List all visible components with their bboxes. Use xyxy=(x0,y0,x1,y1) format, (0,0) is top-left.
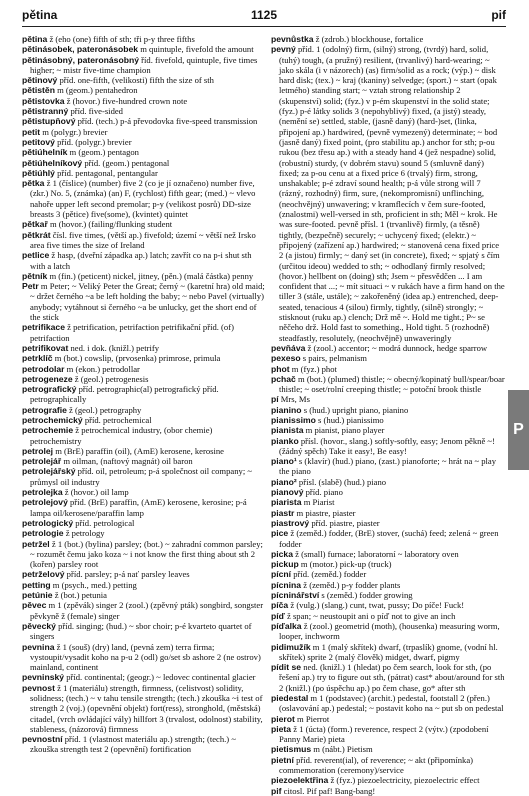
entry-definition: příd. pentagonal, pentangular xyxy=(54,167,158,178)
entry-headword: petit xyxy=(22,126,41,137)
entry-headword: pětistupňový xyxy=(22,116,76,127)
entry-definition: m (fin.) (peticent) nickel, jitney, (pěn.) (malá částka) penny xyxy=(47,270,254,281)
entry-headword: pícní xyxy=(271,569,292,580)
dictionary-entry xyxy=(22,219,265,229)
entry-headword: petrologický xyxy=(22,517,74,528)
dictionary-entry xyxy=(22,106,265,116)
entry-definition: citosl. Pif paf! Bang-bang! xyxy=(281,785,376,796)
entry-definition: čísl. five times, (větší ap.) fivefold; území ~ větší než Irsko area five times the size of Ireland xyxy=(30,229,256,250)
entry-headword: pětiúhelníkový xyxy=(22,157,83,168)
entry-headword: pevný xyxy=(271,44,296,55)
entry-headword: pětina xyxy=(22,34,48,44)
dictionary-entry xyxy=(22,405,265,415)
entry-headword: pětkař xyxy=(22,219,48,230)
entry-headword: pídit se xyxy=(271,662,302,673)
dictionary-entry xyxy=(22,374,265,384)
entry-headword: petting xyxy=(22,579,51,590)
entry-headword: petrolejový xyxy=(22,497,68,508)
dictionary-entry xyxy=(22,518,265,528)
entry-headword: píď xyxy=(271,610,285,621)
dictionary-entry xyxy=(271,744,505,754)
dictionary-entry xyxy=(271,600,505,610)
entry-definition: ž (eho (one) fifth of sth; tři p-y three fifths xyxy=(47,34,195,44)
entry-definition: ž (vulg.) (slang.) cunt, twat, pussy; Do píče! Fuck! xyxy=(288,600,465,611)
entry-definition: přísl. (hovor., slang.) softly-softly, easy; Jenom pěkně ~! (žádný spěch) Take it easy!, Be easy! xyxy=(279,435,495,456)
entry-definition: m Piarist xyxy=(301,497,335,508)
entry-headword: pětistovka xyxy=(22,95,65,106)
dictionary-entry xyxy=(271,405,505,415)
dictionary-entry xyxy=(271,44,505,343)
dictionary-entry xyxy=(271,364,505,374)
dictionary-entry xyxy=(271,343,505,353)
dictionary-entry xyxy=(22,528,265,538)
dictionary-entry xyxy=(271,528,505,549)
entry-definition: Mrs, Ms xyxy=(278,394,310,405)
dictionary-entry xyxy=(22,271,265,281)
dictionary-entry xyxy=(271,34,505,44)
dictionary-entry xyxy=(271,549,505,559)
left-column xyxy=(22,34,265,755)
entry-headword: piano¹ xyxy=(271,456,297,467)
dictionary-entry xyxy=(271,590,505,600)
entry-headword: picka xyxy=(271,548,293,559)
dictionary-entry xyxy=(22,734,265,755)
entry-definition: m (polygr.) brevier xyxy=(40,126,108,137)
page-number: 1125 xyxy=(250,8,278,22)
entry-definition: m (ekon.) petrodollar xyxy=(64,363,140,374)
entry-definition: s (hud.) upright piano, pianino xyxy=(301,404,409,415)
entry-headword: pětník xyxy=(22,270,48,281)
entry-definition: příd. one-fifth, (velikosti) fifth the size of sth xyxy=(57,75,214,86)
dictionary-entry xyxy=(271,775,505,785)
entry-headword: piastrový xyxy=(271,517,310,528)
entry-headword: petrolejářský xyxy=(22,466,76,477)
entry-definition: ž petrification, petrifaction petrifikační příd. (of) petrifaction xyxy=(30,322,234,343)
dictionary-entry xyxy=(22,415,265,425)
entry-definition: s (zeměd.) fodder growing xyxy=(319,590,413,601)
dictionary-entry xyxy=(22,44,265,54)
entry-headword: pícninářství xyxy=(271,590,320,601)
entry-definition: příd. oil, petroleum; p-á společnost oil company; ~ průmysl oil industry xyxy=(30,466,253,487)
right-guide-word: pif xyxy=(491,8,506,22)
dictionary-entry xyxy=(22,683,265,734)
dictionary-entry xyxy=(22,343,265,353)
thumb-index-tab: P xyxy=(508,390,529,470)
dictionary-entry xyxy=(22,569,265,579)
entry-definition: ž 1 (souš) (dry) land, (pevná zem) terra firma; vystoupit/vysadit koho na p-u 2 (odl) go/set sb ashore 2 (ne ostrov) mainland, continent xyxy=(30,641,261,673)
entry-headword: petrklíč xyxy=(22,353,53,364)
entry-definition: příd. reverent(ial), of reverence; ~ akt (připomínka) commemoration (ceremony)/service xyxy=(279,754,473,776)
entry-headword: pchač xyxy=(271,373,296,384)
dictionary-entry xyxy=(271,508,505,518)
entry-headword: pietní xyxy=(271,754,294,765)
dictionary-entry xyxy=(22,384,265,405)
entry-headword: pevnina xyxy=(22,641,55,652)
entry-definition: příd. (geom.) pentagonal xyxy=(82,157,170,168)
entry-headword: pevninský xyxy=(22,672,65,683)
entry-definition: ž 1 (materiálu) strength, firmness, (celistvost) solidity, solidness; (tech.) ~ v tahu tensile strength; (tech.) zkouška ~i test of strength 2 (voj.) (opevnění objekt) fort(ress), stronghold, (městská) citadel, (vrch ovládající vály) hillfort 3 (trvalost, odolnost) stability, stableness, (názorová) firmness xyxy=(30,682,263,734)
dictionary-entry xyxy=(22,642,265,673)
entry-headword: pieta xyxy=(271,723,292,734)
entry-definition: ž (hovor.) five-hundred crown note xyxy=(64,95,188,106)
dictionary-entry xyxy=(271,497,505,507)
entry-headword: pícnina xyxy=(271,579,302,590)
entry-headword: pevnost xyxy=(22,682,55,693)
entry-headword: pianino xyxy=(271,404,302,415)
entry-definition: ned. (knižl.) 1 (hledat) po čem search, look for sth, (po řešení ap.) try to figure out sth, (pátrat) cast* about/around for sth 2 (knižl.) (po úspěchu ap.) po čem chase, go* after sth xyxy=(279,662,505,693)
entry-definition: ž (small) furnace; laboratorní ~ laboratory oven xyxy=(292,548,459,559)
dictionary-entry xyxy=(22,116,265,126)
dictionary-entry xyxy=(22,456,265,466)
entry-definition: m piastre, piaster xyxy=(294,507,356,518)
entry-definition: ž (bot.) petunia xyxy=(52,590,107,601)
entry-definition: m (motor.) pick-up (truck) xyxy=(298,559,392,570)
entry-headword: petrochemický xyxy=(22,414,83,425)
dictionary-entry xyxy=(271,353,505,363)
dictionary-entry xyxy=(271,436,505,457)
dictionary-entry xyxy=(271,487,505,497)
entry-headword: pětka xyxy=(22,178,45,189)
entry-definition: příd. (zeměd.) fodder xyxy=(291,569,367,580)
entry-headword: petrografie xyxy=(22,404,67,415)
entry-headword: pětiúhelník xyxy=(22,147,68,158)
dictionary-entry xyxy=(271,755,505,776)
entry-headword: petrolejka xyxy=(22,487,63,498)
dictionary-entry xyxy=(22,34,265,44)
entry-headword: pětistěn xyxy=(22,85,55,96)
entry-definition: m (bot.) cowslip, (prvosenka) primrose, primula xyxy=(52,353,221,364)
dictionary-entry xyxy=(22,487,265,497)
entry-definition: příd. 1 (odolný) firm, (silný) strong, (tvrdý) hard, solid, (tuhý) tough, (a pružný) resilient, (trvanlivý) hard-wearing; ~ jako skála (i v názorech) (as) firm/solid as a rock; (výp.) ~ disk hard disk; (tex.) ~ kraj (tkaniny) selvedge; (sport.) ~ start (opak letmého) standing start; ~ vztah strong relationship 2 (skupenství) solid; (fyz.) v p-ém skupenství in the solid state; (fyz.) p-é látky solids 3 (nepohyblivý) fixed, (a jistý) steady, (nemění se) settled, stable, (jasně daný) (hard-)set, (linka, připojení ap.) hardwired, (pevně vymezený) determinate; ~ bod (jasně daný) fixed point, (pro stabilitu ap.) anchor for sth; p-ou rukou (bez třesu ap.) with a steady hand 4 (jež nespadne) solid, (robustní) sturdy, (v dobrém stavu) sound 5 (smluvně daný) fixed; za p-ou cenu at a fixed price 6 (trvalý) firm, strong, unshakable; p-é zdraví sound health; p-á vůle strong will 7 (rázný, rozhodný) firm, sure, (nekompromisní) unflinching, (neochvějný) unwavering; v kramflecích v čem sure-footed, (znalostmi) well-versed in sth, proficient in sth; Měl ~ krok. He was sure-footed. pevně přísl. 1 (trvanlivě) firmly, (a těsně) tightly, (bezpečně) securely; ~ uchycený fixed; (elektr.) ~ připojený (zařízení ap.) hardwired; ~ stanovená cena fixed price 2 (a jistou) firmly; ~ daný set (in concrete), fixed; ~ spjatý s čím (určitou ideou) wedded to sth; ~ odhodlaný firmly resolved; (hovor.) hellbent on (doing) sth; Jsem ~ přesvědčen ... I am confident that ...; ~ mít situaci ~ v rukách have a firm hand on the tiller 3 (stále, ustále); ~ zakořeněný (idea ap.) entrenched, deep-seated, tenacious 4 (silou) firmly, tightly, (silně) strongly; ~ stisknout (ruku ap.) clench; Drž mě ~. Hold me tight.; P~ se něčeho drž. Hold fast to something., Hold tight. 5 (rozhodně) steadfastly, resolutely, (neochvějně) unwaveringly xyxy=(279,44,505,343)
entry-headword: piarista xyxy=(271,497,302,508)
dictionary-entry xyxy=(271,518,505,528)
entry-headword: piezoelektřina xyxy=(271,775,329,786)
entry-definition: ž (fyz.) piezoelectricity, piezoelectric effect xyxy=(328,775,480,786)
entry-definition: ž 1 (číslice) (number) five 2 (co je jí označeno) number five, (zkr.) No. 5, (známka) (an) F, (rychlost) fifth gear; (med.) ~ vlevo nahoře upper left second premolar; p-y (velikost posrů) DD-size breasts 3 (pětice) five(some), (kvintet) quintet xyxy=(30,178,256,220)
dictionary-entry xyxy=(271,642,505,663)
entry-headword: petrografický xyxy=(22,384,77,395)
entry-headword: petitový xyxy=(22,136,55,147)
dictionary-entry xyxy=(22,466,265,487)
entry-definition: m Pierrot xyxy=(294,713,330,724)
entry-headword: petúnie xyxy=(22,590,53,601)
entry-headword: petrolej xyxy=(22,445,54,456)
dictionary-entry xyxy=(22,168,265,178)
entry-headword: pianissimo xyxy=(271,414,316,425)
entry-headword: phot xyxy=(271,363,290,374)
left-guide-word: pětina xyxy=(22,8,58,22)
dictionary-entry xyxy=(22,137,265,147)
dictionary-entry xyxy=(271,456,505,477)
entry-definition: m quintuple, fivefold the amount xyxy=(138,44,254,55)
entry-headword: petrogeneze xyxy=(22,373,73,384)
entry-headword: pianista xyxy=(271,425,304,436)
dictionary-entry xyxy=(22,364,265,374)
dictionary-entry xyxy=(271,580,505,590)
entry-definition: ž petrology xyxy=(63,528,105,539)
dictionary-entry xyxy=(271,714,505,724)
entry-definition: m (bot.) (plumed) thistle; ~ obecný/kopinatý bull/spear/boar thistle; ~ oset/rolní creeping thistle; ~ potoční brook thistle xyxy=(279,373,505,395)
entry-definition: m 1 (malý skřítek) dwarf, (trpaslík) gnome, (vodní hl. skřítek) sprite 2 (malý člověk) midget, dwarf, pigmy xyxy=(279,641,498,662)
entry-headword: píďalka xyxy=(271,620,302,631)
entry-headword: pětkrát xyxy=(22,229,51,240)
entry-definition: m (geom.) pentahedron xyxy=(54,85,138,96)
entry-definition: s (klavír) (hud.) piano, (zast.) pianoforte; ~ hrát na ~ play the piano xyxy=(279,456,497,477)
entry-definition: ž (zool.) accentor; ~ modrá dunnock, hedge sparrow xyxy=(305,342,488,353)
dictionary-entry xyxy=(22,580,265,590)
dictionary-entry xyxy=(22,446,265,456)
entry-headword: pianko xyxy=(271,435,299,446)
entry-definition: ž (hovor.) oil lamp xyxy=(62,487,129,498)
entry-headword: piastr xyxy=(271,507,295,518)
entry-definition: příd. (polygr.) brevier xyxy=(54,136,132,147)
dictionary-entry xyxy=(22,230,265,251)
entry-definition: přísl. (slabě) (hud.) piano xyxy=(296,476,387,487)
entry-definition: m pianist, piano player xyxy=(303,425,385,436)
entry-headword: pevňáva xyxy=(271,342,306,353)
entry-headword: petlice xyxy=(22,250,50,261)
entry-definition: ž (zeměd.) fodder, (BrE) stover, (suchá) feed; zelená ~ green fodder xyxy=(279,528,499,549)
entry-headword: pevnostní xyxy=(22,734,63,745)
dictionary-entry xyxy=(271,374,505,395)
dictionary-entry xyxy=(22,127,265,137)
dictionary-entry xyxy=(22,353,265,363)
entry-definition: ž (zool.) geometrid (moth), (housenka) measuring worm, looper, inchworm xyxy=(279,620,500,642)
entry-headword: pickup xyxy=(271,559,299,570)
entry-headword: pětinásobek, pateronásobek xyxy=(22,44,139,55)
entry-headword: pietismus xyxy=(271,744,312,755)
entry-headword: petrodolar xyxy=(22,363,65,374)
dictionary-entry xyxy=(22,322,265,343)
entry-definition: m Peter; ~ Veliký Peter the Great; černý ~ (karetní hra) old maid; ~ držet černého ~a be left holding the baby; ~ nebo Pavel (virtually) anybody; vytáhnout si černého ~a be unlucky, get the short end of the stick xyxy=(30,281,265,323)
page-header xyxy=(22,8,506,26)
dictionary-entry xyxy=(271,415,505,425)
entry-definition: ž (zeměd.) p-y fodder plants xyxy=(301,579,401,590)
entry-headword: píča xyxy=(271,600,289,611)
entry-definition: příd. five-sided xyxy=(68,106,123,117)
entry-definition: s (hud.) pianissimo xyxy=(315,414,384,425)
entry-definition: příd. petrochemical xyxy=(82,414,152,425)
dictionary-entry xyxy=(271,621,505,642)
entry-headword: pif xyxy=(271,785,282,796)
entry-headword: pevnůstka xyxy=(271,34,314,44)
entry-definition: příd. 1 (vlastnost materiálu ap.) strength; (tech.) ~ zkouška strength test 2 (opevnění) fortification xyxy=(30,734,236,755)
entry-definition: ned. i dok. (knižl.) petrify xyxy=(68,342,160,353)
entry-definition: ž (geol.) petrogenesis xyxy=(72,373,149,384)
right-column xyxy=(271,34,505,796)
entry-definition: příd. singing; (hud.) ~ sbor choir; p-é kvarteto quartet of singers xyxy=(30,620,252,642)
dictionary-entry xyxy=(271,394,505,404)
dictionary-entry xyxy=(271,662,505,693)
entry-headword: pěvec xyxy=(22,600,47,611)
entry-headword: piedestal xyxy=(271,693,309,703)
dictionary-entry xyxy=(271,786,505,796)
entry-definition: příd. petrographic(al) petrografický příd. petrographically xyxy=(30,384,219,405)
dictionary-entry xyxy=(22,539,265,570)
entry-definition: ž hasp, (dveřní západka ap.) latch; zavřít co na p-i shut sth with a latch xyxy=(30,250,252,271)
header-rule xyxy=(22,26,506,27)
entry-headword: pětistranný xyxy=(22,106,69,117)
entry-headword: pětiúhlý xyxy=(22,167,55,178)
dictionary-entry xyxy=(22,600,265,621)
dictionary-entry xyxy=(22,147,265,157)
entry-definition: příd. (tech.) p-á převodovka five-speed transmission xyxy=(75,116,258,127)
entry-definition: m (geom.) pentagon xyxy=(67,147,139,158)
entry-headword: pětinový xyxy=(22,75,58,86)
dictionary-entry xyxy=(22,178,265,219)
dictionary-entry xyxy=(271,559,505,569)
entry-definition: příd. petrological xyxy=(73,517,135,528)
entry-definition: příd. piastre, piaster xyxy=(309,517,380,528)
dictionary-entry xyxy=(22,621,265,642)
entry-definition: m 1 (zpěvák) singer 2 (zool.) (zpěvný pták) songbird, songster pěvkyně ž (female) singer xyxy=(30,600,264,621)
entry-definition: příd. (BrE) paraffin, (AmE) kerosene, kerosine; p-á lampa oil/kerosene/paraffin lamp xyxy=(30,497,247,518)
entry-definition: říd. fivefold, quintuple, five times higher; ~ mistr five-time champion xyxy=(30,54,258,75)
entry-headword: petržel xyxy=(22,538,50,549)
dictionary-entry xyxy=(271,724,505,745)
dictionary-entry xyxy=(271,477,505,487)
entry-definition: m (BrE) paraffin (oil), (AmE) kerosene, kerosine xyxy=(53,445,224,456)
entry-headword: petrolejář xyxy=(22,456,62,467)
entry-headword: pidimužík xyxy=(271,641,311,652)
dictionary-entry xyxy=(22,281,265,322)
entry-definition: ž 1 (úcta) (form.) reverence, respect 2 (výtv.) (zpodobení Panny Marie) pieta xyxy=(279,723,489,745)
entry-definition: m 1 (podstavec) (archit.) pedestal, footstall 2 (přen.) (oslavování ap.) pedestal; ~ postavit koho na ~ put sb on pedestal xyxy=(279,693,504,714)
entry-definition: ž (geol.) petrography xyxy=(66,404,142,415)
entry-definition: příd. continental; (geogr.) ~ ledovec continental glacier xyxy=(64,672,256,683)
entry-headword: pianový xyxy=(271,487,304,498)
entry-definition: ž 1 (bot.) (bylina) parsley; (bot.) ~ zahradní common parsley; ~ rozumět čemu jako koza ~ i not know the first thing about sth 2 (kořen) parsley root xyxy=(30,538,263,570)
entry-headword: pí xyxy=(271,394,279,405)
entry-definition: m (nábt.) Pietism xyxy=(311,744,373,755)
dictionary-entry xyxy=(271,425,505,435)
entry-headword: petrželový xyxy=(22,569,65,580)
dictionary-entry xyxy=(22,55,265,76)
entry-definition: příd. piano xyxy=(303,487,343,498)
entry-definition: m (fyz.) phot xyxy=(289,363,337,374)
entry-headword: petrifikace xyxy=(22,322,65,333)
dictionary-entry xyxy=(271,693,505,714)
entry-definition: ž span; ~ neustoupit ani o píď not to give an inch xyxy=(284,610,456,621)
entry-definition: m (psych., med.) petting xyxy=(50,579,137,590)
dictionary-entry xyxy=(22,590,265,600)
entry-definition: s pairs, pelmanism xyxy=(300,353,367,364)
dictionary-entry xyxy=(22,250,265,271)
dictionary-entry xyxy=(22,85,265,95)
dictionary-entry xyxy=(271,569,505,579)
dictionary-entry xyxy=(22,672,265,682)
entry-headword: Petr xyxy=(22,281,39,292)
entry-headword: pěvecký xyxy=(22,620,56,631)
dictionary-entry xyxy=(22,96,265,106)
dictionary-entry xyxy=(22,497,265,518)
entry-headword: pierot xyxy=(271,713,295,724)
dictionary-entry xyxy=(22,425,265,446)
dictionary-entry xyxy=(271,611,505,621)
entry-headword: petrologie xyxy=(22,528,64,539)
entry-headword: pexeso xyxy=(271,353,301,364)
entry-headword: piano² xyxy=(271,476,297,487)
entry-definition: ž (zdrob.) blockhouse, fortalice xyxy=(313,34,424,44)
entry-definition: ž petrochemical industry, (obor chemie) petrochemistry xyxy=(30,425,213,446)
dictionary-entry xyxy=(22,158,265,168)
entry-definition: m oilman, (naftový magnát) oil baron xyxy=(61,456,193,467)
entry-headword: petrifikovat xyxy=(22,342,69,353)
entry-definition: příd. parsley; p-á nať parsley leaves xyxy=(64,569,190,580)
entry-definition: m (hovor.) (failing/flunking student xyxy=(47,219,173,230)
entry-headword: pice xyxy=(271,528,289,539)
entry-headword: petrochemie xyxy=(22,425,74,436)
dictionary-entry xyxy=(22,75,265,85)
entry-headword: pětinásobný, pateronásobný xyxy=(22,54,139,65)
